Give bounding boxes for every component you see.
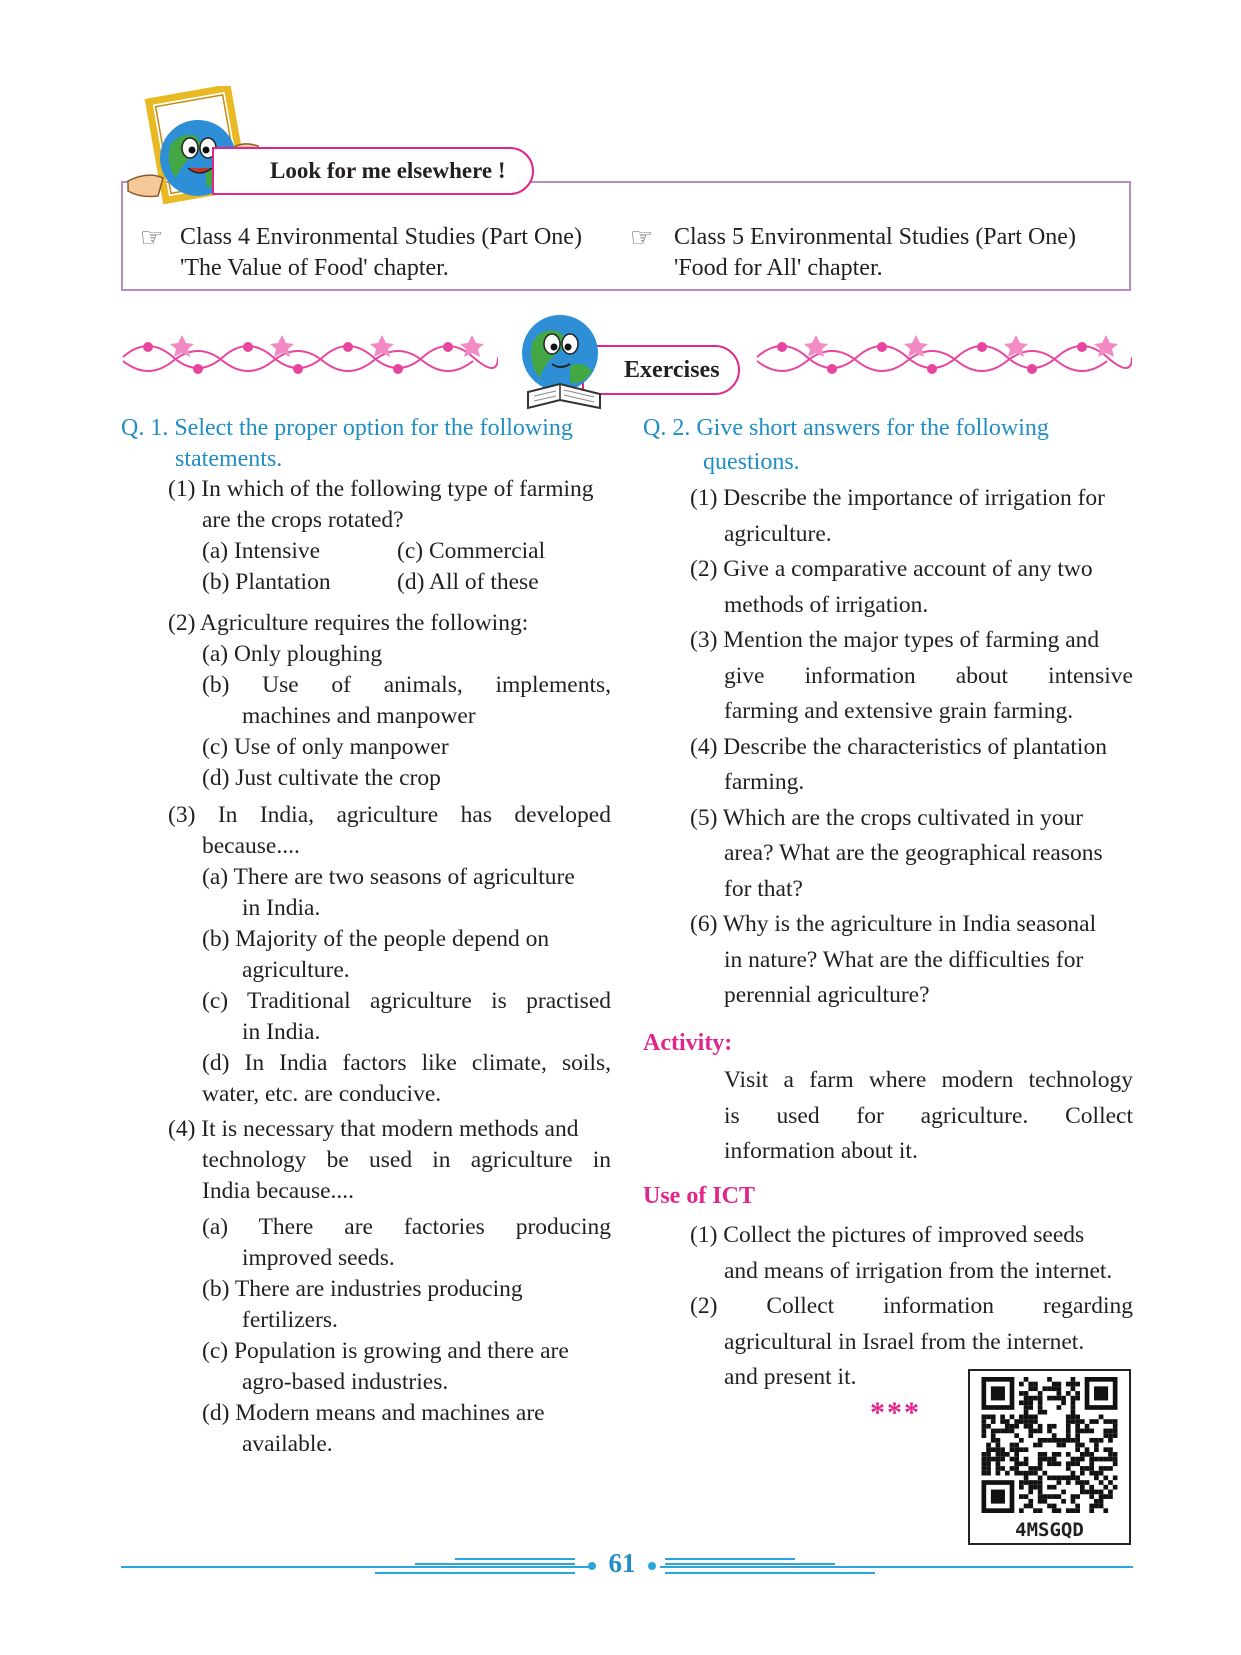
question-1-heading: Q. 1. Select the proper option for the following bbox=[121, 415, 573, 441]
end-stars: *** bbox=[870, 1396, 921, 1429]
q1-item-4-option-a-cont: improved seeds. bbox=[242, 1245, 395, 1271]
q1-item-1-option-d: (d) All of these bbox=[397, 569, 539, 595]
q1-item-1-line: (1) In which of the following type of farming bbox=[168, 476, 594, 502]
activity-text bbox=[724, 1063, 1133, 1170]
q1-item-2 bbox=[168, 608, 611, 794]
q2-item-6-cont: in nature? What are the difficulties for bbox=[724, 946, 1084, 973]
q1-item-2-option-b-cont: machines and manpower bbox=[242, 703, 476, 729]
q2-item-1-cont: agriculture. bbox=[724, 520, 832, 547]
reading-globe-icon bbox=[508, 308, 618, 418]
ict-item-1: (1) Collect the pictures of improved seeds bbox=[690, 1222, 1085, 1248]
ict-item-1-cont: and means of irrigation from the internet. bbox=[724, 1257, 1113, 1284]
question-1 bbox=[121, 413, 611, 475]
reference-left-line1: Class 4 Environmental Studies (Part One) bbox=[180, 224, 582, 250]
activity-heading: Activity: bbox=[643, 1030, 733, 1056]
pointing-hand-icon: ☞ bbox=[630, 223, 654, 252]
q1-item-3-option-a-cont: in India. bbox=[242, 895, 321, 921]
q2-item-1: (1) Describe the importance of irrigation for bbox=[690, 485, 1106, 511]
qr-code[interactable] bbox=[968, 1369, 1131, 1545]
q1-item-4-option-d-cont: available. bbox=[242, 1431, 333, 1457]
q2-items bbox=[690, 481, 1133, 1014]
question-1-heading-cont: statements. bbox=[175, 446, 283, 472]
q1-item-1-option-c: (c) Commercial bbox=[397, 538, 546, 564]
q1-item-1-line: are the crops rotated? bbox=[202, 507, 404, 533]
footer-line-accent bbox=[375, 1558, 585, 1576]
q1-item-3 bbox=[168, 800, 611, 1110]
floral-border-right bbox=[752, 325, 1132, 385]
question-2 bbox=[643, 411, 1133, 479]
look-elsewhere-title: Look for me elsewhere ! bbox=[212, 147, 534, 195]
q2-item-5-cont: for that? bbox=[724, 875, 803, 902]
question-2-heading-cont: questions. bbox=[703, 449, 800, 475]
exercises-title: Exercises bbox=[582, 345, 740, 395]
reference-right-line2: 'Food for All' chapter. bbox=[674, 255, 883, 281]
q1-item-4-option-b-cont: fertilizers. bbox=[242, 1307, 338, 1333]
q1-item-1-option-a: (a) Intensive bbox=[202, 538, 321, 564]
q1-item-4-option-d: (d) Modern means and machines are bbox=[202, 1400, 545, 1426]
q2-item-3: (3) Mention the major types of farming and bbox=[690, 627, 1100, 653]
reference-right-line1: Class 5 Environmental Studies (Part One) bbox=[674, 224, 1076, 250]
q2-item-5: (5) Which are the crops cultivated in your bbox=[690, 804, 1084, 831]
q2-item-4: (4) Describe the characteristics of plantation bbox=[690, 733, 1107, 760]
q2-item-5-cont: area? What are the geographical reasons bbox=[724, 840, 1103, 866]
page-number: 61 bbox=[608, 1548, 636, 1578]
q1-item-3-option-a: (a) There are two seasons of agriculture bbox=[202, 864, 575, 890]
q1-item-3-option-c-cont: in India. bbox=[242, 1019, 321, 1045]
q1-item-4-line: technology be used in agriculture in bbox=[202, 1147, 611, 1173]
q2-item-3-cont: give information about intensive bbox=[724, 662, 1133, 689]
q1-item-4 bbox=[168, 1114, 611, 1460]
q1-item-3-option-b: (b) Majority of the people depend on bbox=[202, 926, 550, 952]
q2-item-6-cont: perennial agriculture? bbox=[724, 982, 930, 1008]
ict-item-2-cont: and present it. bbox=[724, 1364, 857, 1390]
q1-item-2-option-b: (b) Use of animals, implements, bbox=[202, 672, 611, 698]
q1-item-3-option-d: (d) In India factors like climate, soils, bbox=[202, 1050, 611, 1076]
footer-line-accent bbox=[665, 1558, 875, 1576]
reference-left-line2: 'The Value of Food' chapter. bbox=[180, 255, 449, 281]
q1-item-3-line: because.... bbox=[202, 833, 300, 859]
q1-item-2-option-a: (a) Only ploughing bbox=[202, 641, 383, 667]
reference-item-right bbox=[630, 222, 1130, 284]
q1-item-4-line: India because.... bbox=[202, 1178, 355, 1204]
qr-code-pattern bbox=[978, 1377, 1121, 1513]
q1-item-1 bbox=[168, 474, 611, 598]
q2-item-6: (6) Why is the agriculture in India seasonal bbox=[690, 911, 1097, 937]
reference-item-left bbox=[140, 222, 620, 284]
footer-dot bbox=[648, 1562, 656, 1570]
q1-item-4-option-c-cont: agro-based industries. bbox=[242, 1369, 449, 1395]
ict-item-2: (2) Collect information regarding bbox=[690, 1293, 1133, 1319]
activity-line: Visit a farm where modern technology bbox=[724, 1067, 1133, 1093]
q2-item-2: (2) Give a comparative account of any two bbox=[690, 556, 1093, 582]
ict-item-2-cont: agricultural in Israel from the internet. bbox=[724, 1328, 1085, 1355]
q2-item-3-cont: farming and extensive grain farming. bbox=[724, 698, 1074, 724]
q1-item-2-line: (2) Agriculture requires the following: bbox=[168, 610, 529, 636]
q1-item-4-option-b: (b) There are industries producing bbox=[202, 1276, 523, 1302]
activity-line: information about it. bbox=[724, 1138, 918, 1164]
q1-item-4-line: (4) It is necessary that modern methods and bbox=[168, 1116, 579, 1142]
q1-item-2-option-d: (d) Just cultivate the crop bbox=[202, 765, 441, 791]
q2-item-4-cont: farming. bbox=[724, 769, 805, 795]
qr-code-label: 4MSGQD bbox=[1015, 1519, 1084, 1541]
q1-item-1-option-b: (b) Plantation bbox=[202, 569, 331, 595]
q1-item-4-option-c: (c) Population is growing and there are bbox=[202, 1338, 569, 1364]
q1-item-4-option-a: (a) There are factories producing bbox=[202, 1214, 611, 1240]
q1-item-3-option-b-cont: agriculture. bbox=[242, 957, 350, 983]
footer-dot bbox=[588, 1562, 596, 1570]
q1-item-2-option-c: (c) Use of only manpower bbox=[202, 734, 449, 760]
floral-border-left bbox=[118, 325, 498, 385]
q2-item-2-cont: methods of irrigation. bbox=[724, 591, 929, 618]
pointing-hand-icon: ☞ bbox=[140, 223, 164, 252]
activity-line: is used for agriculture. Collect bbox=[724, 1102, 1133, 1129]
q1-item-3-line: (3) In India, agriculture has developed bbox=[168, 802, 611, 828]
q1-item-3-option-d-cont: water, etc. are conducive. bbox=[202, 1081, 442, 1107]
q1-item-3-option-c: (c) Traditional agriculture is practised bbox=[202, 988, 611, 1014]
question-2-heading: Q. 2. Give short answers for the following bbox=[643, 415, 1049, 441]
ict-heading: Use of ICT bbox=[643, 1183, 755, 1209]
